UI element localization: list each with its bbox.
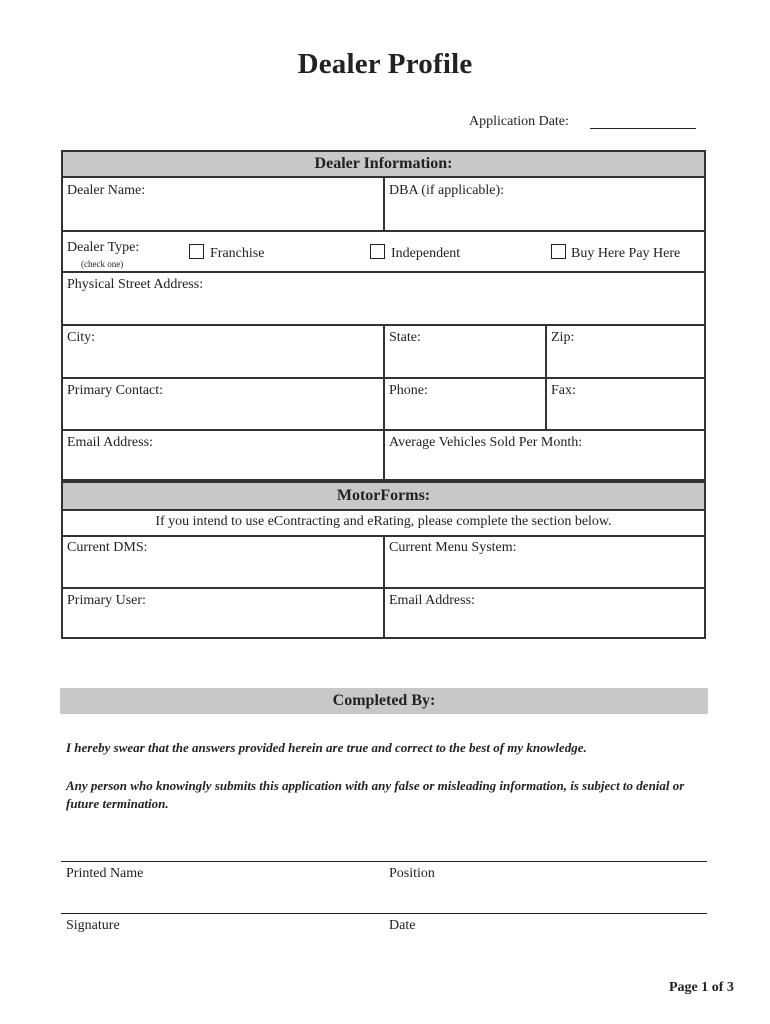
physical-address-label: Physical Street Address: [67,277,204,292]
independent-label: Independent [391,246,461,261]
avg-vehicles-label: Average Vehicles Sold Per Month: [389,435,583,450]
motorforms-email-label: Email Address: [389,593,475,608]
buy-here-pay-here-checkbox[interactable] [551,244,566,259]
dealer-name-label: Dealer Name: [67,183,146,198]
current-menu-label: Current Menu System: [389,540,517,555]
signature-label: Signature [66,918,120,933]
dealer-information-section [61,150,706,481]
attestation-statement: I hereby swear that the answers provided herein are true and correct to the best of my knowledge. [66,740,587,755]
row-divider [63,271,704,273]
motorforms-section [61,481,706,639]
column-divider [383,324,385,481]
city-label: City: [67,330,96,345]
page-number: Page 1 of 3 [669,980,734,995]
application-date-label: Application Date: [469,114,569,129]
printed-name-label: Printed Name [66,866,144,881]
primary-contact-label: Primary Contact: [67,383,164,398]
row-divider [63,377,704,379]
current-dms-label: Current DMS: [67,540,148,555]
false-information-warning: Any person who knowingly submits this application with any false or misleading information, is subject to denial or future termination. [66,778,685,811]
dba-label: DBA (if applicable): [389,183,505,198]
dealer-information-header: Dealer Information: [63,152,704,178]
signature-line[interactable] [61,913,707,914]
date-label: Date [389,918,416,933]
page-title: Dealer Profile [297,48,473,80]
franchise-checkbox[interactable] [189,244,204,259]
column-divider [383,178,385,231]
primary-user-label: Primary User: [67,593,146,608]
state-label: State: [389,330,421,345]
buy-here-pay-here-label: Buy Here Pay Here [571,246,681,261]
motorforms-header: MotorForms: [63,483,704,511]
dealer-type-hint: (check one) [81,259,124,269]
motorforms-instruction: If you intend to use eContracting and eRating, please complete the section below. [155,514,612,529]
completed-by-header: Completed By: [60,688,708,714]
row-divider [63,429,704,431]
franchise-label: Franchise [210,246,265,261]
row-divider [63,230,704,232]
position-label: Position [389,866,435,881]
phone-label: Phone: [389,383,428,398]
application-date-field[interactable] [590,128,696,129]
printed-name-line[interactable] [61,861,707,862]
row-divider [63,587,704,589]
independent-checkbox[interactable] [370,244,385,259]
zip-label: Zip: [551,330,575,345]
dealer-type-label: Dealer Type: [67,240,140,255]
fax-label: Fax: [551,383,576,398]
email-label: Email Address: [67,435,153,450]
